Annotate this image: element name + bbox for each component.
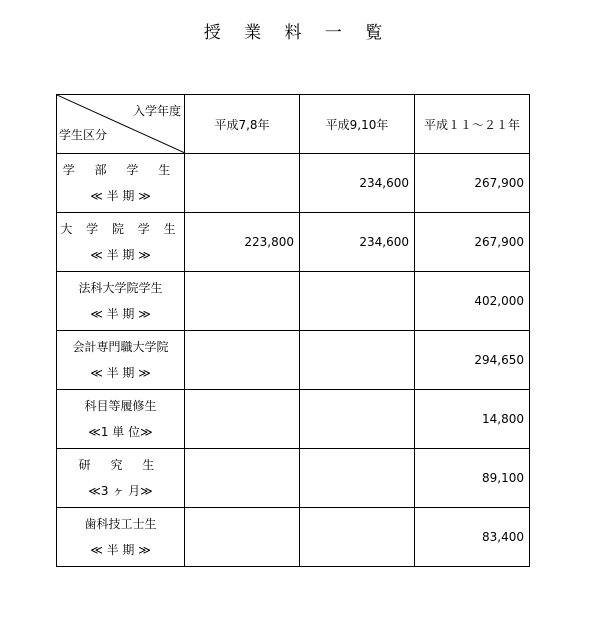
- fee-cell: [185, 272, 300, 331]
- student-category: 科目等履修生: [84, 399, 157, 413]
- billing-period: ≪1 単 位≫: [88, 425, 153, 439]
- billing-period: ≪3 ヶ 月≫: [88, 484, 153, 498]
- table-row: [57, 213, 530, 272]
- column-header: 平成１１～２１年: [415, 95, 530, 154]
- billing-period: ≪ 半 期 ≫: [90, 248, 151, 262]
- student-category: 会計専門職大学院: [72, 340, 169, 354]
- tuition-table: [56, 94, 530, 567]
- student-category-label: 学生区分: [59, 128, 108, 142]
- fee-cell: [300, 272, 415, 331]
- fee-cell: 234,600: [300, 213, 415, 272]
- row-header: [57, 213, 185, 272]
- fee-cell: 83,400: [415, 508, 530, 567]
- billing-period: ≪ 半 期 ≫: [90, 366, 151, 380]
- fee-cell: 14,800: [415, 390, 530, 449]
- fee-cell: 267,900: [415, 213, 530, 272]
- fee-cell: 294,650: [415, 331, 530, 390]
- fee-cell: [185, 390, 300, 449]
- column-header: 平成9,10年: [300, 95, 415, 154]
- fee-cell: [185, 508, 300, 567]
- corner-cell: [57, 95, 185, 154]
- student-category: 法科大学院学生: [78, 281, 163, 295]
- fee-cell: [300, 331, 415, 390]
- page-title: 授 業 料 一 覧: [203, 23, 392, 43]
- fee-cell: [300, 508, 415, 567]
- student-category: 学 部 学 生: [62, 163, 179, 177]
- billing-period: ≪ 半 期 ≫: [90, 307, 151, 321]
- fee-cell: [185, 331, 300, 390]
- table-row: [57, 449, 530, 508]
- fee-cell: [185, 449, 300, 508]
- row-header: [57, 449, 185, 508]
- row-header: [57, 390, 185, 449]
- fee-cell: [300, 449, 415, 508]
- fee-cell: 234,600: [300, 154, 415, 213]
- header-row: [57, 95, 530, 154]
- table-row: [57, 331, 530, 390]
- table-row: [57, 508, 530, 567]
- row-header: [57, 331, 185, 390]
- fee-cell: [185, 154, 300, 213]
- table-row: [57, 154, 530, 213]
- billing-period: ≪ 半 期 ≫: [90, 189, 151, 203]
- column-header: 平成7,8年: [185, 95, 300, 154]
- student-category: 研 究 生: [78, 458, 163, 472]
- student-category: 大 学 院 学 生: [60, 222, 181, 236]
- fee-cell: 223,800: [185, 213, 300, 272]
- billing-period: ≪ 半 期 ≫: [90, 543, 151, 557]
- row-header: [57, 154, 185, 213]
- fee-cell: 402,000: [415, 272, 530, 331]
- fee-cell: 89,100: [415, 449, 530, 508]
- fee-cell: [300, 390, 415, 449]
- fee-cell: 267,900: [415, 154, 530, 213]
- enrollment-year-label: 入学年度: [132, 104, 181, 118]
- row-header: [57, 508, 185, 567]
- row-header: [57, 272, 185, 331]
- table-row: [57, 272, 530, 331]
- student-category: 歯科技工士生: [84, 517, 157, 531]
- table-row: [57, 390, 530, 449]
